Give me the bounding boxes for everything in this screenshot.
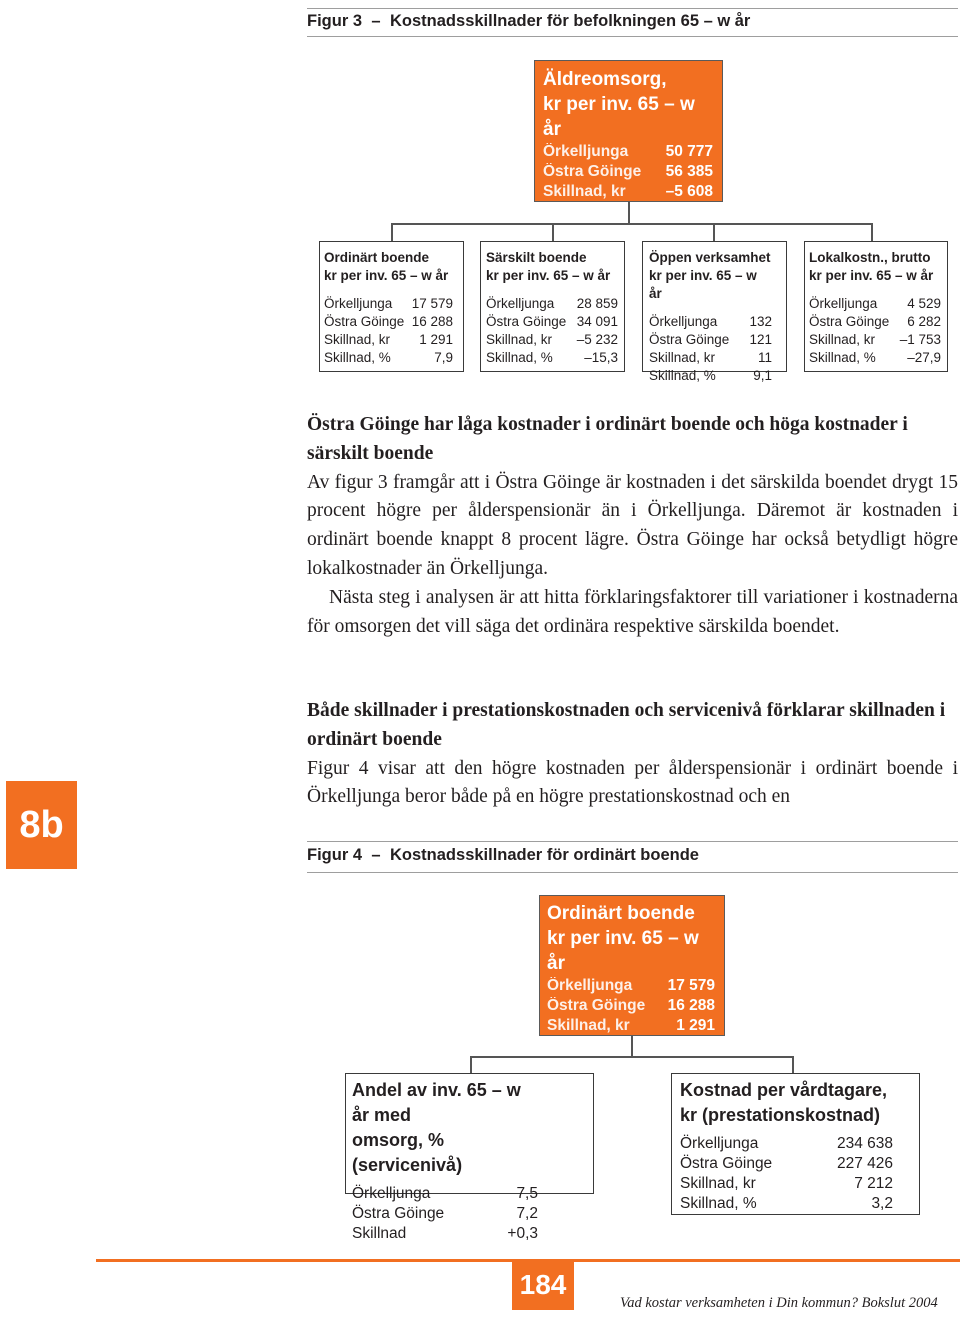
- fig3-box-oppen: Öppen verksamhet kr per inv. 65 – w år Örkelljunga 132 Östra Göinge 121 Skillnad, kr 11 Skillnad, % 9,1: [642, 241, 787, 372]
- table-row: Skillnad, % –15,3: [486, 350, 618, 365]
- figure4-title: Figur 4 – Kostnadsskillnader för ordinärt boende: [307, 846, 699, 864]
- fig3-box-lokal: Lokalkostn., brutto kr per inv. 65 – w år Örkelljunga 4 529 Östra Göinge 6 282 Skillnad, kr –1 753 Skillnad, % –27,9: [804, 241, 948, 372]
- section-tab: 8b: [6, 781, 77, 869]
- fig3-box-sarskilt: Särskilt boende kr per inv. 65 – w år Örkelljunga 28 859 Östra Göinge 34 091 Skillnad, kr –5 232 Skillnad, % –15,3: [480, 241, 625, 372]
- table-row: Skillnad, kr 1 291: [547, 1017, 715, 1034]
- connector-line: [391, 223, 872, 225]
- table-row: Skillnad, % 9,1: [649, 368, 772, 383]
- table-row: Östra Göinge 56 385: [543, 163, 713, 180]
- table-row: Östra Göinge 121: [649, 332, 772, 347]
- fig4-box-prestationskostnad: Kostnad per vårdtagare, kr (prestationskostnad) Örkelljunga 234 638 Östra Göinge 227 426 Skillnad, kr 7 212 Skillnad, % 3,2: [671, 1073, 920, 1215]
- table-row: Östra Göinge 34 091: [486, 314, 618, 329]
- section1: [307, 411, 958, 641]
- fig3-top-subtitle: kr per inv. 65 – w år: [543, 94, 695, 140]
- connector-line: [552, 223, 554, 241]
- fig3-box-ordinart: Ordinärt boende kr per inv. 65 – w år Örkelljunga 17 579 Östra Göinge 16 288 Skillnad, kr 1 291 Skillnad, % 7,9: [319, 241, 464, 372]
- table-row: Skillnad, kr 7 212: [680, 1175, 893, 1192]
- connector-line: [713, 223, 715, 241]
- table-row: Örkelljunga 132: [649, 314, 772, 329]
- table-row: Östra Göinge 16 288: [324, 314, 453, 329]
- table-row: Örkelljunga 4 529: [809, 296, 941, 311]
- section2: [307, 697, 958, 812]
- connector-line: [792, 1056, 794, 1073]
- table-row: Örkelljunga 28 859: [486, 296, 618, 311]
- publication-title: Vad kostar verksamheten i Din kommun? Bokslut 2004: [620, 1295, 938, 1311]
- fig3-top-title: Äldreomsorg,: [543, 69, 667, 90]
- section2-heading: Både skillnader i prestationskostnaden och servicenivå förklarar skillnaden i ordinärt boende: [307, 700, 946, 750]
- table-row: Örkelljunga 7,5: [352, 1185, 538, 1202]
- table-row: Östra Göinge 6 282: [809, 314, 941, 329]
- section1-paragraph: Nästa steg i analysen är att hitta förklaringsfaktorer till variationer i kostnaderna för omsorgen det vill säga det ordinära respektive särskilda boendet.: [307, 586, 958, 637]
- section2-paragraph: Figur 4 visar att den högre kostnaden per ålderspensionär i ordinärt boende i Örkelljunga beror både på en högre prestationskostnad och en: [307, 757, 958, 808]
- page-number: 184: [512, 1259, 574, 1310]
- table-row: Skillnad, % –27,9: [809, 350, 941, 365]
- table-row: Skillnad, kr 1 291: [324, 332, 453, 347]
- table-row: Skillnad, % 7,9: [324, 350, 453, 365]
- section1-paragraph: Av figur 3 framgår att i Östra Göinge är kostnaden i det särskilda boendet drygt 15 procent högre per ålderspensionär än i Örkelljunga. Däremot är kostnaden i ordinärt boende knappt 8 procent lägre. Östra Göinge har också betydligt högre lokalkostnader än Örkelljunga.: [307, 471, 958, 579]
- connector-line: [391, 223, 393, 241]
- table-row: Örkelljunga 50 777: [543, 143, 713, 160]
- figure4-rule: [307, 841, 958, 842]
- fig4-top-subtitle: kr per inv. 65 – w år: [547, 928, 699, 974]
- figure4-title-rule: [307, 872, 958, 873]
- connector-line: [631, 1036, 633, 1057]
- connector-line: [871, 223, 873, 241]
- table-row: Skillnad, kr –5 608: [543, 183, 713, 200]
- table-row: Skillnad, % 7,9: [547, 1037, 715, 1054]
- table-row: Östra Göinge 16 288: [547, 997, 715, 1014]
- table-row: Örkelljunga 17 579: [324, 296, 453, 311]
- table-row: Örkelljunga 234 638: [680, 1135, 893, 1152]
- connector-line: [628, 202, 630, 224]
- top-rule: [307, 8, 958, 9]
- table-row: Skillnad, kr 11: [649, 350, 772, 365]
- table-row: Skillnad, % –9,9: [543, 203, 713, 220]
- table-row: Örkelljunga 17 579: [547, 977, 715, 994]
- fig4-box-servicenivaa: Andel av inv. 65 – w år med omsorg, % (servicenivå) Örkelljunga 7,5 Östra Göinge 7,2 Skillnad +0,3: [345, 1073, 594, 1194]
- section1-heading: Östra Göinge har låga kostnader i ordinärt boende och höga kostnader i särskilt boende: [307, 414, 908, 464]
- fig4-top-box: [539, 895, 725, 1054]
- table-row: Skillnad +0,3: [352, 1225, 538, 1242]
- figure3-title-rule: [307, 36, 958, 37]
- table-row: Skillnad, kr –1 753: [809, 332, 941, 347]
- table-row: Östra Göinge 227 426: [680, 1155, 893, 1172]
- connector-line: [470, 1056, 793, 1058]
- fig3-top-box: [534, 60, 723, 220]
- fig4-top-title: Ordinärt boende: [547, 903, 695, 924]
- table-row: Skillnad, % 3,2: [680, 1195, 893, 1212]
- table-row: Östra Göinge 7,2: [352, 1205, 538, 1222]
- connector-line: [470, 1056, 472, 1073]
- table-row: Skillnad, kr –5 232: [486, 332, 618, 347]
- figure3-title: Figur 3 – Kostnadsskillnader för befolkningen 65 – w år: [307, 12, 751, 30]
